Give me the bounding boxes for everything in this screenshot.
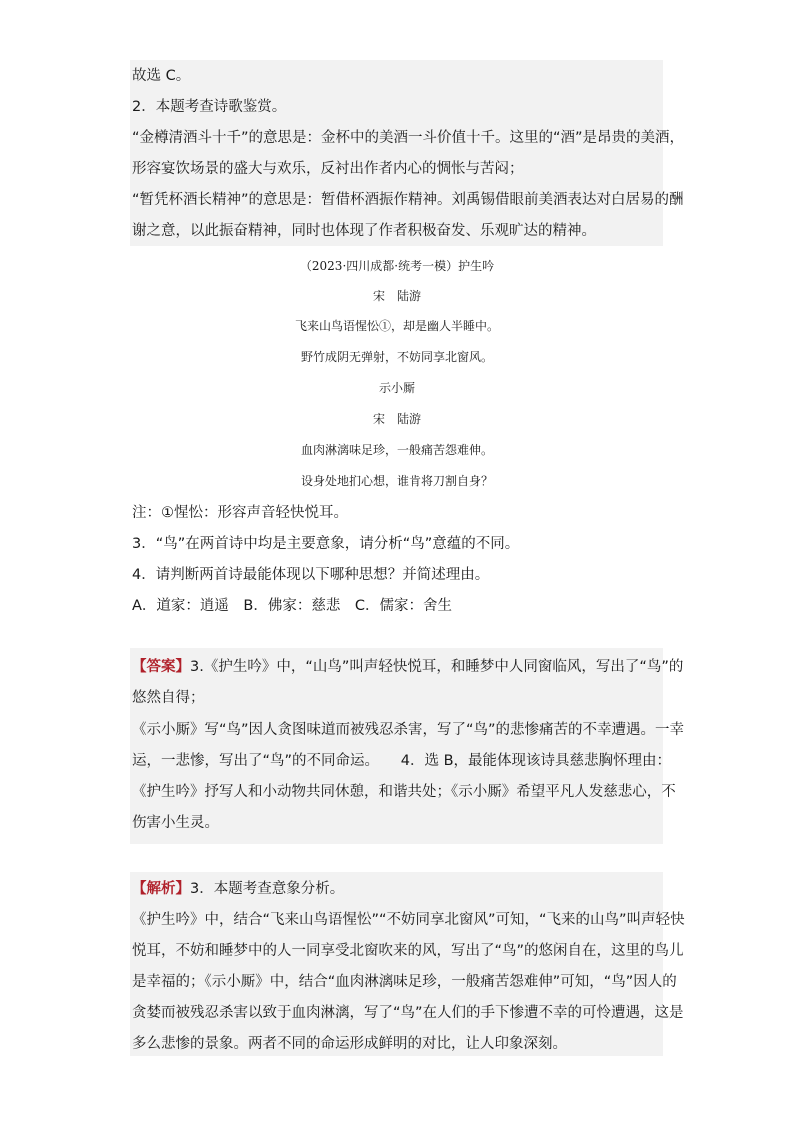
poem-line: 野竹成阴无弹射，不妨同享北窗风。: [300, 350, 493, 364]
analysis-text: 3．本题考查意象分析。: [190, 881, 345, 897]
footnote: 注：①惺忪：形容声音轻快悦耳。: [132, 505, 348, 521]
text-line: 谢之意，以此振奋精神，同时也体现了作者积极奋发、乐观旷达的精神。: [132, 223, 596, 239]
answer-line: 伤害小生灵。: [132, 815, 219, 831]
shaded-block-top: [130, 60, 663, 246]
answer-text: 3.《护生吟》中，“山鸟”叫声轻快悦耳，和睡梦中人同窗临风，写出了“鸟”的: [190, 659, 684, 675]
question-3: 3．“鸟”在两首诗中均是主要意象，请分析“鸟”意蕴的不同。: [132, 536, 520, 552]
text-line: “金樽清酒斗十千”的意思是：金杯中的美酒一斗价值十千。这里的“酒”是昂贵的美酒，: [132, 130, 685, 146]
answer-line: 运，一悲惨，写出了“鸟”的不同命运。 4．选 B，最能体现该诗具慈悲胸怀理由：: [132, 753, 672, 769]
poem-line: 设身处地扪心想，谁肯将刀割自身？: [300, 474, 493, 488]
analysis-line: 是幸福的；《示小厮》中，结合“血肉淋漓味足珍，一般痛苦怨难伸”可知，“鸟”因人的: [132, 974, 677, 990]
question-4: 4．请判断两首诗最能体现以下哪种思想？并简述理由。: [132, 567, 490, 583]
question-options: A．道家：逍遥 B．佛家：慈悲 C．儒家：舍生: [132, 598, 452, 614]
text-line: 2．本题考查诗歌鉴赏。: [132, 99, 287, 115]
analysis-line: [132, 879, 344, 899]
answer-tag: 【答案】: [132, 659, 190, 675]
poem-author: 宋 陆游: [372, 289, 421, 303]
analysis-line: 悦耳，不妨和睡梦中的人一同享受北窗吹来的风，写出了“鸟”的悠闲自在，这里的鸟儿: [132, 943, 684, 959]
text-line: 故选 C。: [132, 68, 191, 84]
analysis-tag: 【解析】: [132, 881, 190, 897]
poem-line: 飞来山鸟语惺忪①，却是幽人半睡中。: [294, 319, 499, 333]
text-line: 形容宴饮场景的盛大与欢乐，反衬出作者内心的惆怅与苦闷；: [132, 161, 524, 177]
shaded-block-analysis: [130, 872, 663, 1056]
analysis-line: 《护生吟》中，结合“飞来山鸟语惺忪”“不妨同享北窗风”可知，“飞来的山鸟”叫声轻快: [132, 912, 685, 928]
answer-line: 《护生吟》抒写人和小动物共同休憩，和谐共处；《示小厮》希望平凡人发慈悲心，不: [132, 784, 676, 800]
poem-author: 宋 陆游: [372, 412, 421, 426]
poem-line: 血肉淋漓味足珍，一般痛苦怨难伸。: [300, 443, 493, 457]
text-line: “暂凭杯酒长精神”的意思是：暂借杯酒振作精神。刘禹锡借眼前美酒表达对白居易的酬: [132, 192, 684, 208]
poem-title: 示小厮: [378, 381, 415, 395]
answer-line: 悠然自得；: [132, 690, 205, 706]
analysis-line: 多么悲惨的景象。两者不同的命运形成鲜明的对比，让人印象深刻。: [132, 1036, 567, 1052]
analysis-line: 贪婪而被残忍杀害以致于血肉淋漓，写了“鸟”在人们的手下惨遭不幸的可怜遭遇，这是: [132, 1005, 684, 1021]
answer-line: 《示小厮》写“鸟”因人贪图味道而被残忍杀害，写了“鸟”的悲惨痛苦的不幸遭遇。一幸: [132, 722, 685, 738]
answer-line: [132, 657, 683, 677]
poem-source-title: （2023·四川成都·统考一模）护生吟: [299, 259, 495, 273]
